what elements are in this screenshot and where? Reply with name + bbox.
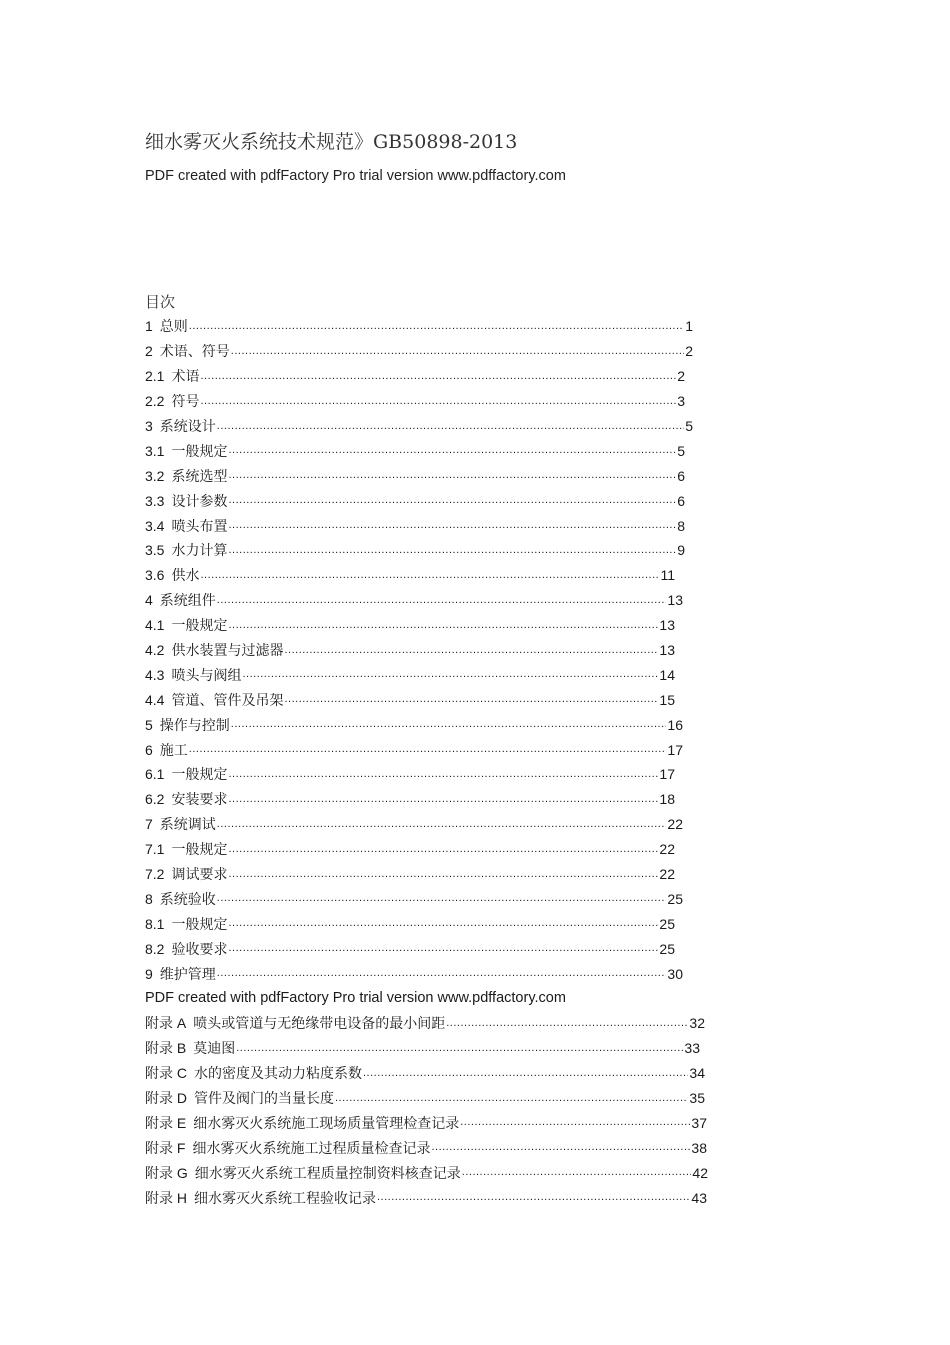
toc-entry-number: 7.1	[145, 841, 165, 858]
toc-entry-label: 安装要求	[171, 792, 228, 809]
toc-entry-label: 术语	[171, 369, 200, 386]
toc-entry-page: 13	[659, 642, 675, 659]
toc-entry[interactable]	[145, 886, 683, 911]
toc-dot-leader	[228, 445, 676, 456]
toc-dot-leader	[228, 495, 676, 506]
toc-entry-page: 38	[691, 1139, 707, 1156]
toc-entry[interactable]	[145, 862, 675, 887]
toc-entry[interactable]	[145, 812, 683, 837]
toc-entry-number: 7.2	[145, 866, 165, 883]
toc-entry-label: 供水	[171, 568, 200, 585]
toc-entry-label: 系统设计	[159, 419, 216, 435]
toc-entry-number: 3	[145, 418, 153, 434]
toc-entry[interactable]	[145, 538, 685, 563]
toc-entry-label: 细水雾灭火系统施工现场质量管理检查记录	[193, 1115, 460, 1132]
toc-entry-number: 4.3	[145, 666, 165, 683]
toc-dot-leader	[200, 371, 676, 382]
toc-entry-page: 15	[659, 691, 675, 708]
toc-dot-leader	[335, 1093, 688, 1104]
toc-entry-label: 水的密度及其动力粘度系数	[194, 1066, 362, 1083]
toc-entry-label: 细水雾灭火系统施工过程质量检查记录	[192, 1140, 431, 1157]
toc-dot-leader	[217, 819, 667, 830]
toc-entry-page: 16	[667, 716, 683, 733]
toc-entry-page: 25	[667, 890, 683, 907]
toc-entry-page: 17	[659, 766, 675, 783]
toc-entry-label: 莫迪图	[193, 1041, 236, 1058]
toc-entry[interactable]	[145, 1185, 707, 1210]
toc-entry[interactable]	[145, 712, 683, 737]
toc-entry[interactable]	[145, 787, 675, 812]
toc-entry-number: 6	[145, 741, 153, 758]
toc-dot-leader	[431, 1142, 690, 1153]
toc-entry-page: 3	[677, 393, 685, 410]
toc-entry-page: 33	[684, 1040, 700, 1057]
toc-entry-number: 5	[145, 716, 153, 733]
toc-entry-label: 总则	[159, 319, 188, 336]
toc-entry-label: 系统组件	[159, 593, 216, 610]
toc-entry-number: 6.2	[145, 791, 165, 808]
toc-entry-label: 维护管理	[159, 966, 216, 983]
toc-entry-label: 一般规定	[171, 767, 228, 784]
toc-entry[interactable]	[145, 1086, 705, 1111]
toc-entry-number: 4.1	[145, 617, 165, 634]
toc-entry-label: 符号	[171, 394, 200, 411]
toc-entry-label: 管道、管件及吊架	[171, 692, 284, 709]
toc-entry-label: 一般规定	[171, 916, 228, 933]
toc-entry-number: 3.5	[145, 542, 165, 559]
toc-dot-leader	[242, 669, 658, 680]
toc-dot-leader	[236, 1043, 683, 1054]
toc-dot-leader	[228, 869, 658, 880]
toc-dot-leader	[231, 346, 684, 357]
toc-dot-leader	[363, 1068, 688, 1079]
toc-dot-leader	[228, 844, 658, 855]
toc-entry-page: 30	[667, 965, 683, 982]
toc-entry[interactable]	[145, 961, 683, 986]
toc-entry-number: 4.2	[145, 642, 165, 659]
toc-entry[interactable]	[145, 1111, 707, 1136]
toc-entry-label: 调试要求	[171, 867, 228, 884]
toc-dot-leader	[228, 545, 676, 556]
toc-entry-label: 水力计算	[171, 543, 228, 560]
toc-entry[interactable]	[145, 837, 675, 862]
toc-dot-leader	[217, 968, 667, 979]
toc-entry-number: 1	[145, 318, 153, 335]
toc-entry[interactable]	[145, 1011, 705, 1036]
toc-entry-number: 8	[145, 890, 153, 907]
toc-entry-number: 2	[145, 343, 153, 360]
toc-entry-number: 4	[145, 592, 153, 609]
toc-entry-number: 附录 E	[145, 1114, 187, 1131]
toc-entry-page: 9	[677, 542, 685, 559]
toc-entry-label: 一般规定	[171, 618, 228, 635]
toc-dot-leader	[228, 520, 676, 531]
toc-dot-leader	[284, 694, 658, 705]
toc-entry[interactable]	[145, 463, 685, 488]
toc-entry-number: 9	[145, 965, 153, 982]
toc-entry-page: 6	[677, 492, 685, 509]
toc-dot-leader	[189, 321, 684, 332]
toc-entry-page: 2	[677, 368, 685, 385]
toc-entry[interactable]	[145, 911, 675, 936]
toc-entry-page: 5	[685, 418, 693, 434]
toc-entry-page: 37	[691, 1114, 707, 1131]
toc-entry-number: 附录 F	[145, 1139, 186, 1156]
toc-dot-leader	[200, 396, 676, 407]
toc-entry[interactable]	[145, 339, 693, 364]
toc-entry-number: 4.4	[145, 691, 165, 708]
toc-entry-label: 施工	[159, 742, 188, 759]
toc-entry-page: 11	[660, 567, 675, 584]
toc-entry-number: 3.4	[145, 517, 165, 534]
toc-entry-page: 22	[659, 841, 675, 858]
toc-entry-label: 系统调试	[159, 817, 216, 834]
toc-entry-label: 一般规定	[171, 443, 228, 460]
toc-entry-number: 2.2	[145, 393, 165, 410]
toc-entry[interactable]	[145, 488, 685, 513]
watermark-text: PDF created with pdfFactory Pro trial version www.pdffactory.com	[145, 990, 566, 1007]
toc-dot-leader	[228, 918, 658, 929]
toc-entry-number: 附录 D	[145, 1090, 187, 1107]
toc-entry[interactable]	[145, 638, 675, 663]
toc-entry[interactable]	[145, 364, 685, 389]
watermark-text: PDF created with pdfFactory Pro trial version www.pdffactory.com	[145, 168, 566, 184]
toc-entry-number: 7	[145, 816, 153, 833]
toc-entry-label: 系统选型	[171, 468, 228, 485]
toc-entry-number: 2.1	[145, 368, 165, 385]
toc-entry-label: 喷头或管道与无绝缘带电设备的最小间距	[193, 1016, 446, 1033]
toc-entry-page: 42	[692, 1164, 708, 1181]
toc-dot-leader	[377, 1192, 690, 1203]
toc-entry[interactable]	[145, 414, 693, 439]
toc-dot-leader	[228, 470, 676, 481]
toc-dot-leader	[446, 1018, 688, 1029]
toc-entry-page: 22	[667, 816, 683, 833]
toc-entry[interactable]	[145, 438, 685, 463]
toc-entry[interactable]	[145, 737, 683, 762]
toc-entry-page: 13	[659, 617, 675, 634]
toc-entry-label: 喷头布置	[171, 518, 228, 535]
table-of-contents	[145, 314, 745, 1210]
toc-entry-page: 14	[659, 666, 675, 683]
toc-entry-page: 35	[689, 1090, 705, 1107]
toc-entry[interactable]	[145, 1036, 700, 1061]
toc-entry[interactable]	[145, 389, 685, 414]
toc-entry-number: 附录 H	[145, 1189, 187, 1206]
toc-entry[interactable]	[145, 1061, 705, 1086]
toc-entry[interactable]	[145, 687, 675, 712]
toc-dot-leader	[460, 1117, 690, 1128]
toc-entry-number: 附录 A	[145, 1015, 187, 1032]
toc-entry-number: 3.6	[145, 567, 165, 584]
toc-entry-number: 8.1	[145, 915, 165, 932]
toc-entry[interactable]	[145, 762, 675, 787]
toc-dot-leader	[284, 645, 658, 656]
toc-entry-page: 1	[685, 318, 693, 335]
toc-entry[interactable]	[145, 314, 693, 339]
toc-entry-page: 6	[677, 467, 685, 484]
toc-entry-page: 32	[689, 1015, 705, 1032]
toc-entry-page: 5	[677, 442, 685, 459]
toc-entry-page: 8	[677, 517, 685, 534]
toc-entry-label: 系统验收	[159, 891, 216, 908]
toc-entry[interactable]	[145, 1135, 707, 1160]
document-title: 细水雾灭火系统技术规范》GB50898-2013	[145, 131, 518, 153]
toc-entry-number: 3.2	[145, 467, 165, 484]
toc-dot-leader	[228, 769, 658, 780]
toc-entry-page: 2	[685, 343, 693, 360]
toc-dot-leader	[217, 421, 684, 432]
toc-entry-label: 操作与控制	[159, 717, 230, 734]
toc-entry-page: 25	[659, 940, 675, 957]
toc-entry-number: 3.3	[145, 492, 165, 509]
toc-entry[interactable]	[145, 563, 675, 588]
toc-heading: 目次	[145, 293, 176, 311]
toc-entry[interactable]	[145, 936, 675, 961]
toc-entry-page: 18	[659, 791, 675, 808]
toc-entry-label: 术语、符号	[159, 344, 230, 361]
toc-entry-number: 附录 B	[145, 1040, 187, 1057]
toc-entry-number: 3.1	[145, 442, 165, 459]
toc-dot-leader	[228, 620, 658, 631]
toc-entry-number: 附录 C	[145, 1065, 187, 1082]
toc-entry-page: 13	[667, 592, 683, 609]
toc-dot-leader	[462, 1167, 692, 1178]
toc-entry-number: 8.2	[145, 940, 165, 957]
toc-dot-leader	[189, 744, 667, 755]
toc-entry[interactable]	[145, 513, 685, 538]
toc-entry-page: 43	[691, 1189, 707, 1206]
toc-entry-page: 34	[689, 1065, 705, 1082]
toc-entry-label: 细水雾灭火系统工程验收记录	[194, 1190, 376, 1207]
toc-dot-leader	[228, 943, 658, 954]
toc-entry-label: 管件及阀门的当量长度	[194, 1091, 334, 1108]
toc-entry-label: 供水装置与过滤器	[171, 643, 284, 660]
toc-entry-label: 一般规定	[171, 842, 228, 859]
toc-entry[interactable]	[145, 1160, 708, 1185]
toc-dot-leader	[217, 893, 667, 904]
toc-dot-leader	[228, 794, 658, 805]
toc-entry[interactable]	[145, 588, 683, 613]
toc-entry-number: 附录 G	[145, 1164, 188, 1181]
toc-entry-page: 25	[659, 915, 675, 932]
toc-entry-page: 22	[659, 866, 675, 883]
toc-dot-leader	[200, 570, 659, 581]
toc-dot-leader	[217, 595, 667, 606]
toc-entry[interactable]	[145, 613, 675, 638]
toc-dot-leader	[231, 719, 667, 730]
toc-entry-label: 细水雾灭火系统工程质量控制资料核查记录	[194, 1165, 461, 1182]
toc-entry[interactable]	[145, 662, 675, 687]
toc-entry-label: 设计参数	[171, 493, 228, 510]
toc-entry-number: 6.1	[145, 766, 165, 783]
toc-entry-label: 喷头与阀组	[171, 667, 242, 684]
toc-entry-page: 17	[667, 741, 683, 758]
toc-entry-label: 验收要求	[171, 941, 228, 958]
